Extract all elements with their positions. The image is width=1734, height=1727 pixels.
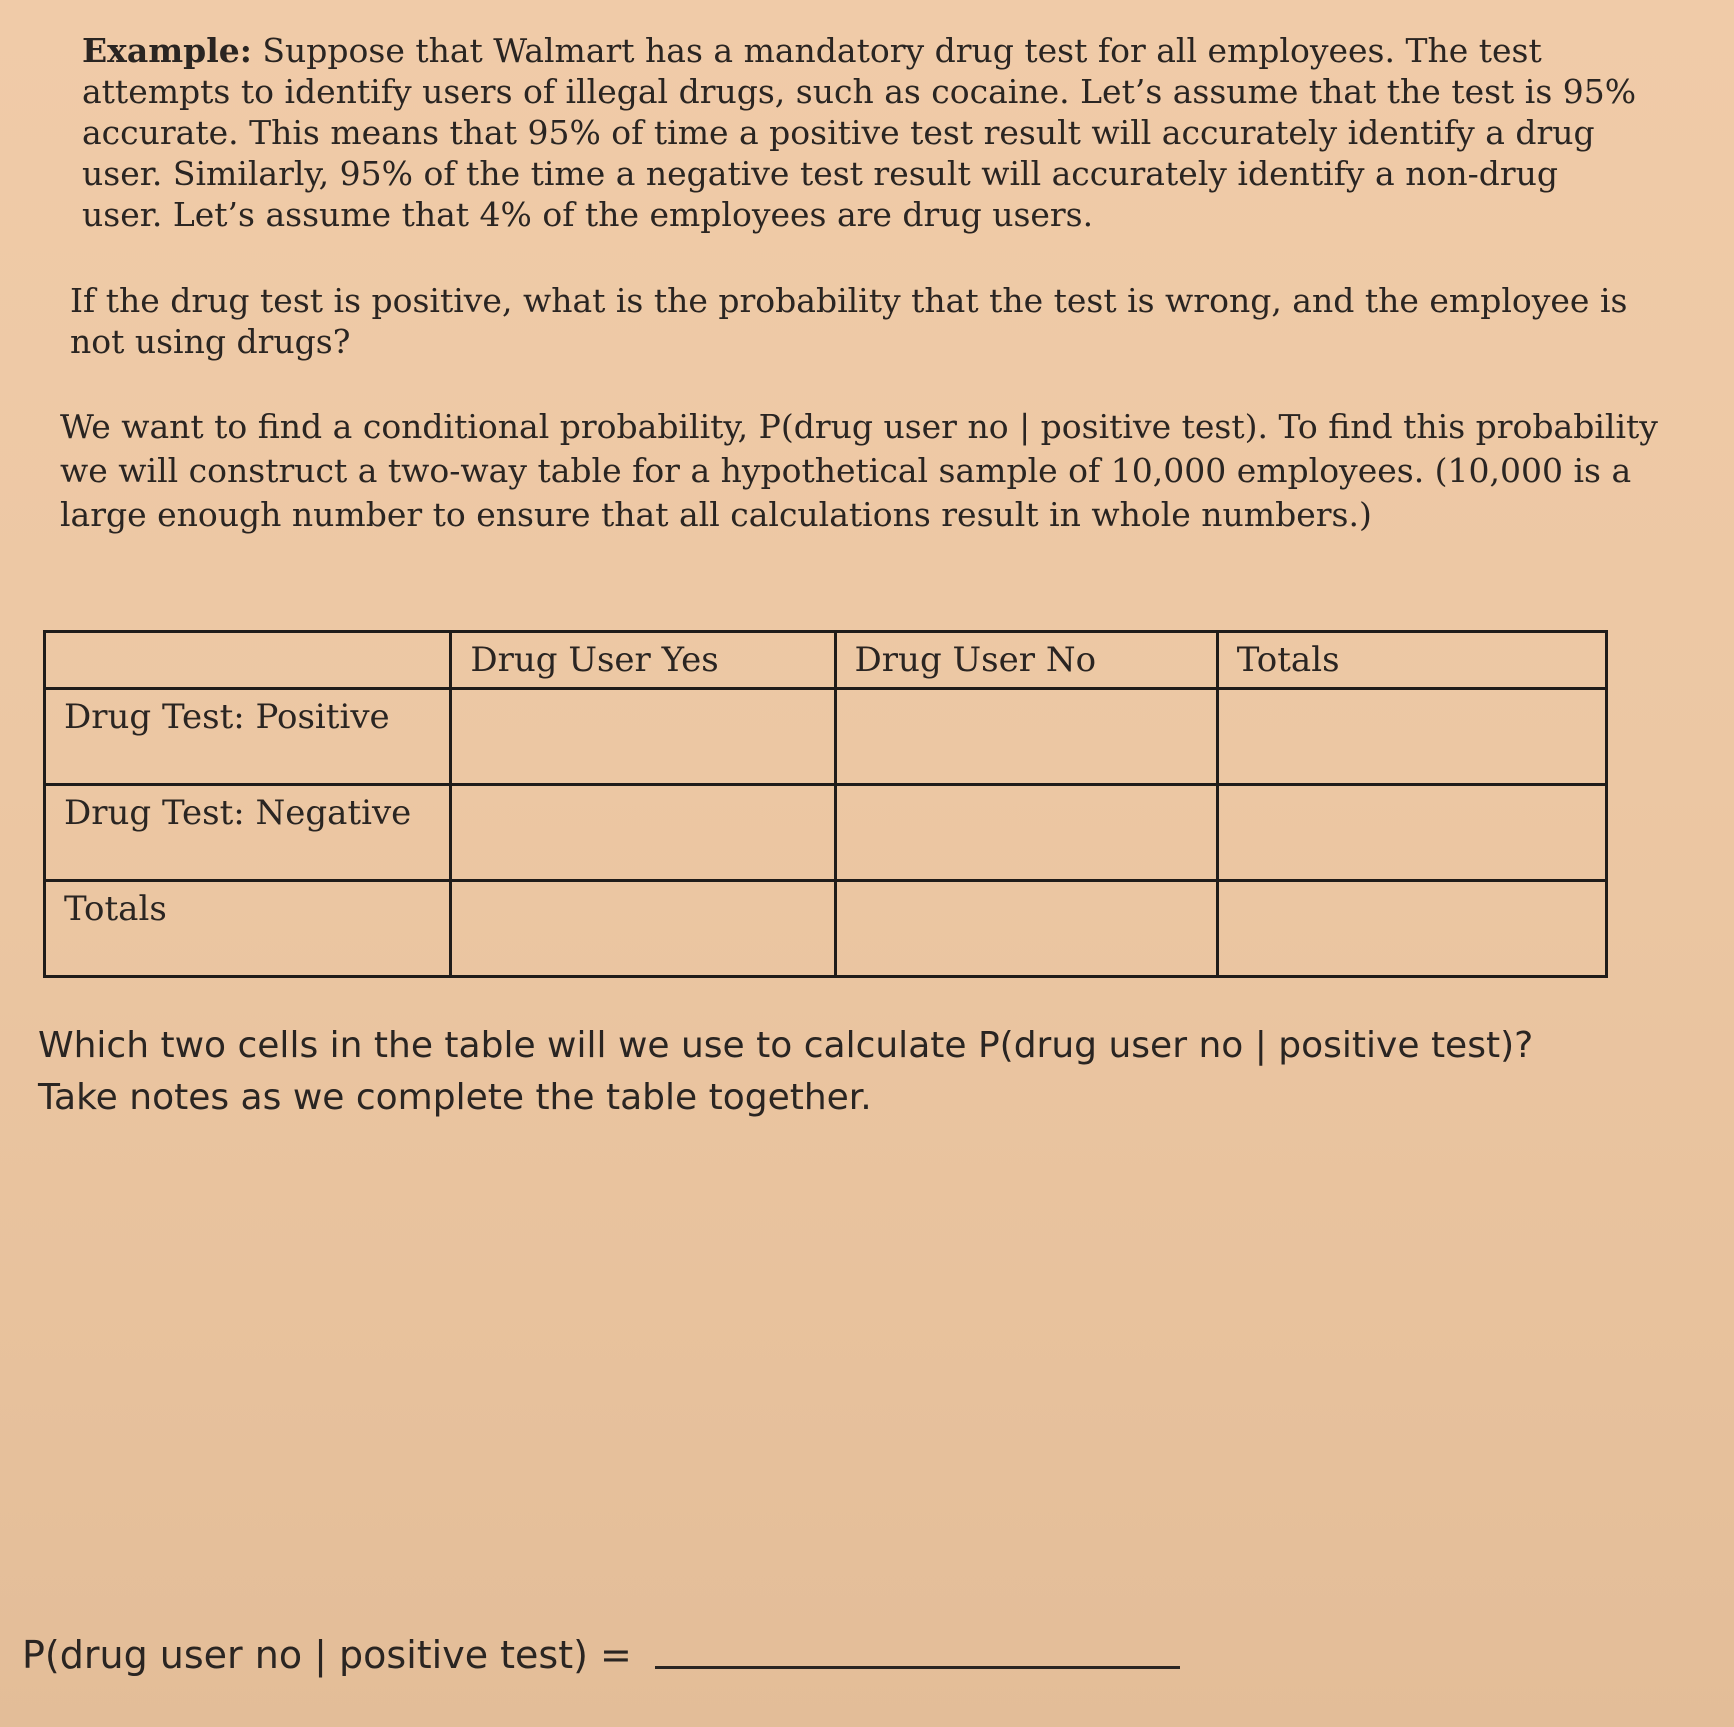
- cells-prompt-question: Which two cells in the table will we use to calculate P(drug user no | positive test)?: [38, 1025, 1534, 1066]
- example-text: Suppose that Walmart has a mandatory drug test for all employees. The test attempts to identify users of illegal drugs, such as cocaine. Let’s assume that the test is 95% accurate. This means that 95% of time a positive test result will accurately identify a drug user. Similarly, 95% of the time a negative test result will accurately identify a non-drug user. Let’s assume that 4% of the employees are drug users.: [82, 31, 1637, 234]
- table-row-negative: [45, 785, 1607, 881]
- row-label-positive: Drug Test: Positive: [45, 689, 451, 785]
- col-header-drug-user-yes: Drug User Yes: [451, 632, 835, 689]
- answer-label: P(drug user no | positive test) =: [22, 1633, 632, 1677]
- question-paragraph: If the drug test is positive, what is the probability that the test is wrong, and the employee is not using drugs?: [70, 281, 1628, 361]
- cell-positive-total[interactable]: [1217, 689, 1606, 785]
- cell-totals-yes[interactable]: [451, 881, 835, 977]
- col-header-totals: Totals: [1217, 632, 1606, 689]
- row-label-totals: Totals: [45, 881, 451, 977]
- example-paragraph: [82, 30, 1642, 235]
- cell-negative-total[interactable]: [1217, 785, 1606, 881]
- col-header-drug-user-no: Drug User No: [835, 632, 1217, 689]
- table-row-positive: [45, 689, 1607, 785]
- row-label-negative: Drug Test: Negative: [45, 785, 451, 881]
- two-way-table: [43, 630, 1608, 978]
- cells-prompt: [38, 1020, 1678, 1124]
- cell-negative-yes[interactable]: [451, 785, 835, 881]
- answer-blank[interactable]: [655, 1666, 1180, 1669]
- cell-negative-no[interactable]: [835, 785, 1217, 881]
- cell-totals-no[interactable]: [835, 881, 1217, 977]
- cell-positive-no[interactable]: [835, 689, 1217, 785]
- cells-prompt-notes: Take notes as we complete the table together.: [38, 1077, 872, 1118]
- cell-positive-yes[interactable]: [451, 689, 835, 785]
- cell-grand-total[interactable]: [1217, 881, 1606, 977]
- table-header-row: [45, 632, 1607, 689]
- example-label: Example:: [82, 31, 252, 70]
- conditional-paragraph: We want to find a conditional probability, P(drug user no | positive test). To find this probability we will construct a two-way table for a hypothetical sample of 10,000 employees. (10,000 is a large enough number to ensure that all calculations result in whole numbers.): [60, 407, 1658, 534]
- corner-header-cell: [45, 632, 451, 689]
- table-row-totals: [45, 881, 1607, 977]
